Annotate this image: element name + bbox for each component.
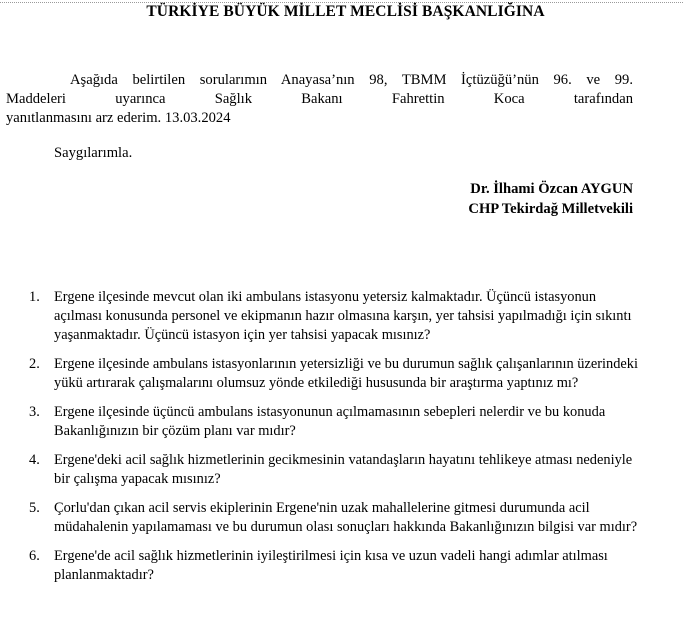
intro-paragraph xyxy=(6,71,633,128)
question-item xyxy=(0,355,642,393)
intro-line: Maddeleri uyarınca Sağlık Bakanı Fahrettin Koca tarafından xyxy=(6,91,633,107)
question-text: Ergene ilçesinde mevcut olan iki ambulans istasyonu yetersiz kalmaktadır. Üçüncü istasyonun açılması konusunda personel ve ekipmanın hazır olmasına karşın, yer tahsisi yapılmadığı için sıkıntı yaşanmaktadır. Üçüncü istasyon için yer tahsisi yapacak mısınız? xyxy=(54,289,632,343)
question-text: Ergene ilçesinde üçüncü ambulans istasyonunun açılmamasının sebepleri nelerdir ve bu konuda Bakanlığınızın bir çözüm planı var mıdır? xyxy=(54,404,606,439)
question-item xyxy=(0,547,642,585)
question-text: Ergene'deki acil sağlık hizmetlerinin gecikmesinin vatandaşların hayatını tehlikeye atması nedeniyle bir çalışma yapacak mısınız? xyxy=(54,452,633,487)
page-title: TÜRKİYE BÜYÜK MİLLET MECLİSİ BAŞKANLIĞINA xyxy=(146,3,545,20)
question-number: 5. xyxy=(29,500,40,516)
intro-line: Aşağıda belirtilen sorularımın Anayasa’nın 98, TBMM İçtüzüğü’nün 96. ve 99. xyxy=(70,72,633,88)
question-text: Çorlu'dan çıkan acil servis ekiplerinin Ergene'nin uzak mahallelerine gitmesi durumunda acil müdahalenin yapılamaması ve bu durumun olası sonuçları hakkında Bakanlığınızın bilgisi var mıdır? xyxy=(54,500,638,535)
question-number: 1. xyxy=(29,289,40,305)
signature-block xyxy=(468,180,633,219)
signature-role: CHP Tekirdağ Milletvekili xyxy=(468,200,633,217)
greeting: Saygılarımla. xyxy=(54,145,133,161)
question-number: 4. xyxy=(29,452,40,468)
question-item xyxy=(0,499,642,537)
question-text: Ergene'de acil sağlık hizmetlerinin iyileştirilmesi için kısa ve uzun vadeli hangi adımlar atılması planlanmaktadır? xyxy=(54,548,608,583)
signature-name: Dr. İlhami Özcan AYGUN xyxy=(470,181,633,197)
question-number: 2. xyxy=(29,356,40,372)
question-item xyxy=(0,288,642,345)
intro-line: yanıtlanmasını arz ederim. 13.03.2024 xyxy=(6,110,231,126)
question-item xyxy=(0,403,642,441)
question-number: 6. xyxy=(29,548,40,564)
question-item xyxy=(0,451,642,489)
question-number: 3. xyxy=(29,404,40,420)
question-text: Ergene ilçesinde ambulans istasyonlarının yetersizliği ve bu durumun sağlık çalışanlarının üzerindeki yükü artırarak çalışmalarını olumsuz yönde etkilediği hususunda bir araştırma yaptınız mı? xyxy=(54,356,638,391)
question-list xyxy=(0,288,683,595)
